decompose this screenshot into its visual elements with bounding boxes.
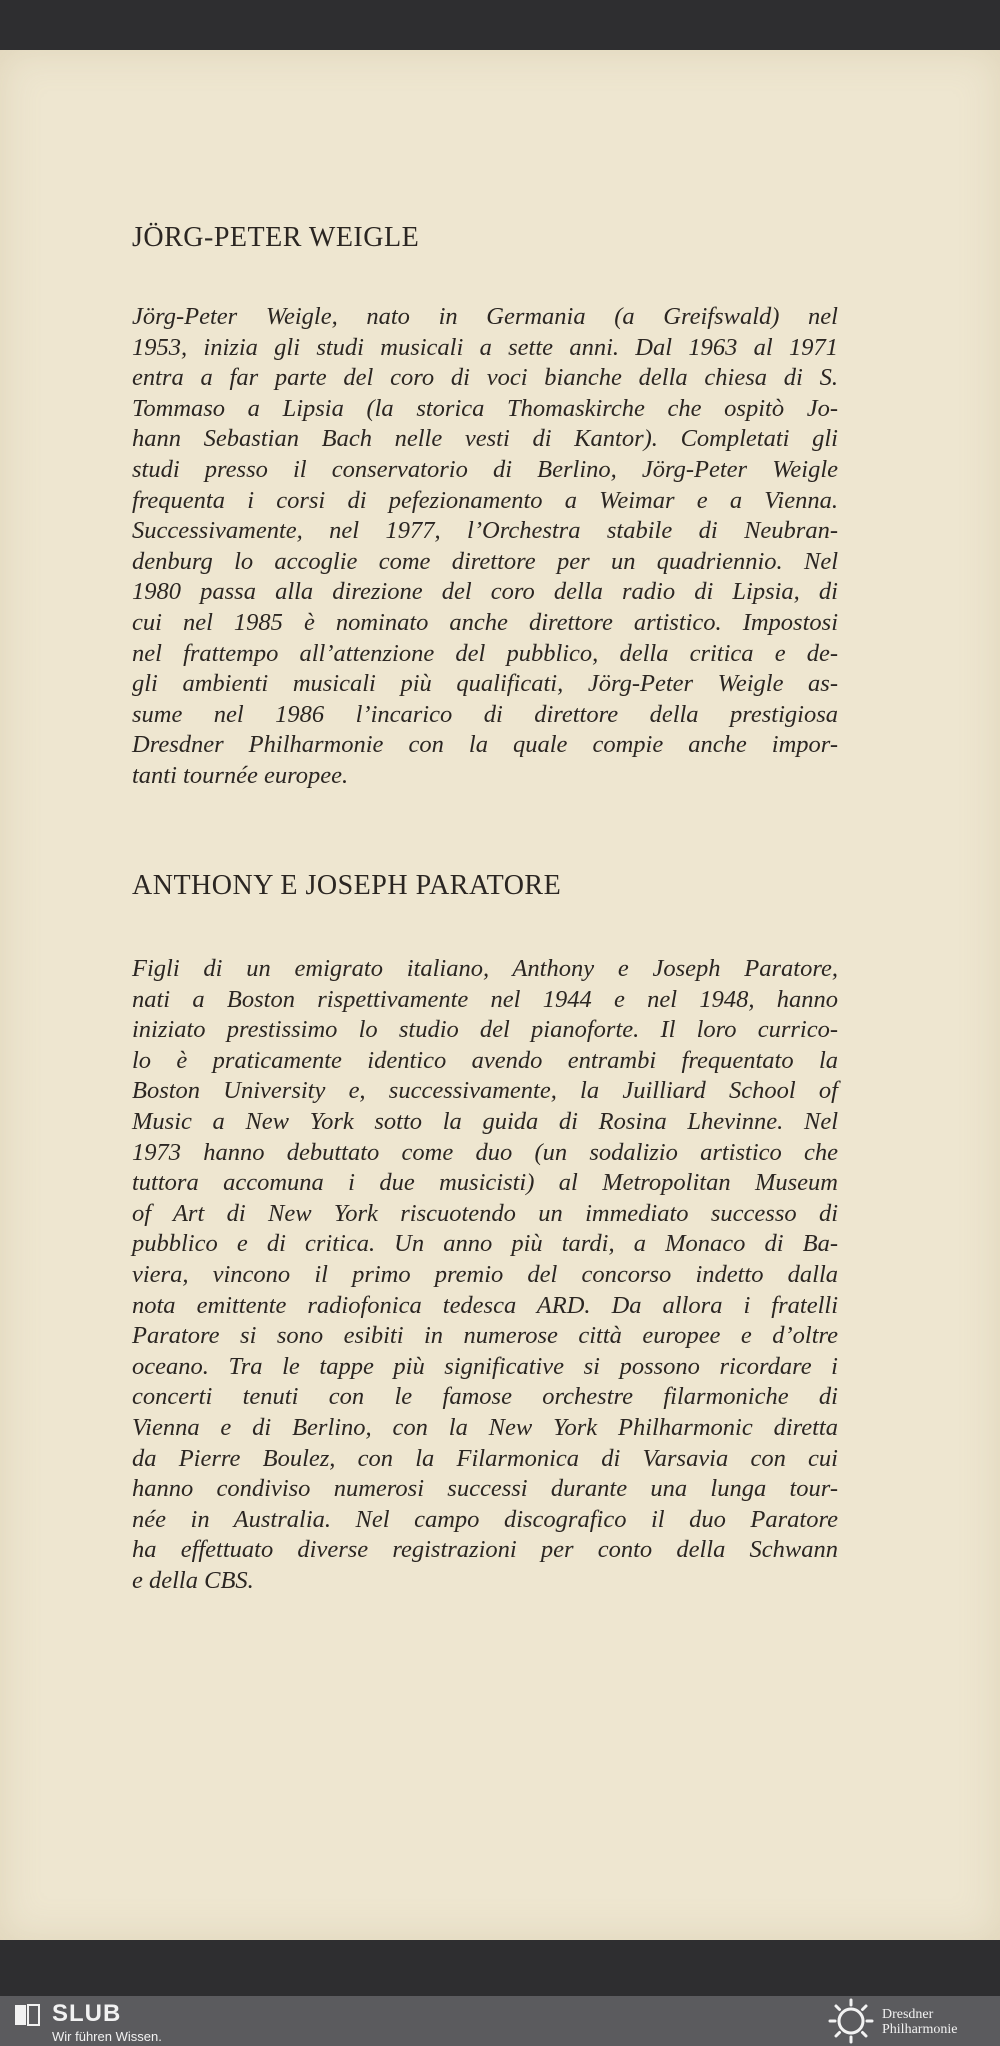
text-line: Figli di un emigrato italiano, Anthony e Joseph Paratore,	[132, 955, 838, 982]
text-line: ha effettuato diverse registrazioni per conto della Schwann	[132, 1536, 838, 1564]
text-line: e della CBS.	[132, 1566, 254, 1594]
slub-book-icon	[14, 2004, 40, 2026]
text-line: tuttora accomuna i due musicisti) al Metropolitan Museum	[132, 1169, 838, 1197]
text-line: sume nel 1986 l’incarico di direttore della prestigiosa	[132, 700, 838, 728]
text-line: tanti tournée europee.	[132, 761, 349, 789]
section-heading: JÖRG-PETER WEIGLE	[132, 222, 420, 253]
dresdner-philharmonie-wordmark	[882, 2007, 957, 2037]
text-line: hanno condiviso numerosi successi durante una lunga tour-	[132, 1475, 838, 1503]
wordmark-line-1: Dresdner	[882, 2007, 934, 2022]
text-line: nel frattempo all’attenzione del pubblico, della critica e de-	[132, 639, 838, 667]
text-line: pubblico e di critica. Un anno più tardi, a Monaco di Ba-	[132, 1230, 838, 1258]
section-heading: ANTHONY E JOSEPH PARATORE	[132, 870, 562, 901]
text-line: nota emittente radiofonica tedesca ARD. Da allora i fratelli	[132, 1291, 838, 1319]
text-line: Music a New York sotto la guida di Rosina Lhevinne. Nel	[132, 1107, 838, 1135]
text-line: Boston University e, successivamente, la Juilliard School of	[132, 1077, 838, 1105]
text-line: Paratore si sono esibiti in numerose città europee e d’oltre	[132, 1322, 838, 1350]
text-line: viera, vincono il primo premio del concorso indetto dalla	[132, 1260, 838, 1288]
text-line: 1953, inizia gli studi musicali a sette anni. Dal 1963 al 1971	[132, 333, 838, 361]
section-body	[132, 954, 838, 1596]
text-line: nati a Boston rispettivamente nel 1944 e nel 1948, hanno	[132, 985, 838, 1013]
slub-name: SLUB	[52, 2000, 122, 2027]
dresdner-philharmonie-sun-icon	[828, 1998, 874, 2044]
text-line: concerti tenuti con le famose orchestre filarmoniche di	[132, 1383, 838, 1411]
text-line: Jörg-Peter Weigle, nato in Germania (a Greifswald) nel	[132, 303, 838, 330]
section-paratore	[132, 870, 838, 1596]
text-line: frequenta i corsi di pefezionamento a Weimar e a Vienna.	[132, 486, 838, 514]
text-line: gli ambienti musicali più qualificati, Jörg-Peter Weigle as-	[132, 670, 838, 698]
text-line: denburg lo accoglie come direttore per un quadriennio. Nel	[132, 547, 838, 575]
text-line: Vienna e di Berlino, con la New York Philharmonic diretta	[132, 1413, 838, 1441]
text-line: Tommaso a Lipsia (la storica Thomaskirche che ospitò Jo-	[132, 394, 838, 422]
footer-bar	[0, 1996, 1000, 2046]
text-line: da Pierre Boulez, con la Filarmonica di Varsavia con cui	[132, 1444, 838, 1472]
wordmark-line-2: Philharmonie	[882, 2022, 958, 2037]
text-line: Dresdner Philharmonie con la quale compie anche impor-	[132, 731, 838, 759]
text-line: lo è praticamente identico avendo entrambi frequentato la	[132, 1046, 838, 1074]
text-line: of Art di New York riscuotendo un immediato successo di	[132, 1199, 838, 1227]
section-body	[132, 302, 838, 792]
section-weigle	[132, 222, 838, 792]
text-line: hann Sebastian Bach nelle vesti di Kantor). Completati gli	[132, 425, 838, 453]
text-line: 1980 passa alla direzione del coro della radio di Lipsia, di	[132, 578, 838, 606]
text-line: cui nel 1985 è nominato anche direttore artistico. Impostosi	[132, 608, 838, 636]
text-line: Successivamente, nel 1977, l’Orchestra stabile di Neubran-	[132, 517, 838, 545]
text-line: iniziato prestissimo lo studio del pianoforte. Il loro currico-	[132, 1016, 838, 1044]
text-line: oceano. Tra le tappe più significative si possono ricordare i	[132, 1352, 838, 1380]
text-line: studi presso il conservatorio di Berlino, Jörg-Peter Weigle	[132, 455, 838, 483]
dresdner-philharmonie-logo[interactable]	[828, 1998, 988, 2044]
text-line: 1973 hanno debuttato come duo (un sodalizio artistico che	[132, 1138, 838, 1166]
slub-tagline: Wir führen Wissen.	[52, 2029, 162, 2044]
text-line: entra a far parte del coro di voci bianche della chiesa di S.	[132, 364, 838, 392]
scanned-page	[0, 50, 1000, 1940]
text-line: née in Australia. Nel campo discografico il duo Paratore	[132, 1505, 838, 1533]
